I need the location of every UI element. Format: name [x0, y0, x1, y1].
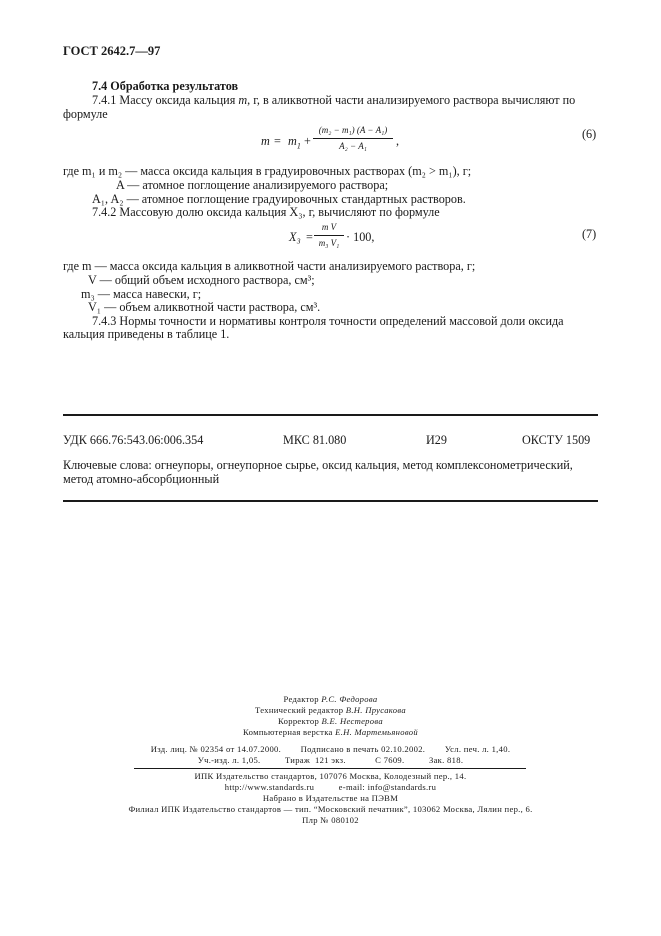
standard-id: ГОСТ 2642.7—97	[63, 44, 161, 58]
formula7-number: (7)	[582, 227, 597, 241]
formula6-fraction	[313, 124, 393, 153]
formula7-numerator: m V	[321, 222, 337, 232]
where6-line1: где m₁ и m₂ — масса оксида кальция в градуировочных растворах (m₂ > m₁), г;	[63, 164, 472, 178]
formula6-lhs: m	[261, 134, 270, 148]
category-code: И29	[426, 433, 447, 447]
imprint-typeset: Набрано в Издательстве на ПЭВМ	[262, 793, 399, 803]
imprint-branch: Филиал ИПК Издательство стандартов — тип. “Московский печатник”, 103062 Москва, Лялин пер., 6.	[128, 804, 533, 814]
imprint-row2: Уч.-изд. л. 1,05. Тираж 121 экз. С 7609. Зак. 818.	[197, 755, 464, 765]
formula7-denominator: m₃ V₁	[318, 238, 340, 248]
formula6-eq: =	[274, 134, 281, 148]
imprint-layout: Компьютерная верстка Е.Н. Мартемьяновой	[243, 727, 418, 737]
formula6-tail: ,	[396, 134, 400, 148]
paragraph-7-4-2: 7.4.2 Массовую долю оксида кальция X₃, г, вычисляют по формуле	[92, 205, 440, 219]
where6-line3: A₁, A₂ — атомное поглощение градуировочных стандартных растворов.	[92, 192, 466, 206]
imprint-plr: Плр № 080102	[302, 815, 359, 825]
udk-code: УДК 666.76:543.06:006.354	[63, 433, 204, 447]
formula6-denominator: A₂ − A₁	[339, 141, 367, 151]
bottom-divider	[63, 500, 598, 502]
where7-line1: где m — масса оксида кальция в аликвотной части анализируемого раствора, г;	[63, 259, 476, 273]
imprint-tech-editor: Технический редактор В.Н. Прусакова	[255, 705, 406, 715]
imprint-publisher: ИПК Издательство стандартов, 107076 Москва, Колодезный пер., 14.	[194, 771, 467, 781]
imprint-divider	[134, 768, 526, 769]
p741-line2: формуле	[63, 107, 108, 121]
imprint-web: http://www.standards.ru e-mail: info@standards.ru	[224, 782, 437, 792]
formula7-lhs: X₃	[289, 230, 301, 244]
imprint-corrector: Корректор В.Е. Нестерова	[278, 716, 383, 726]
formula7-eq: =	[306, 230, 313, 244]
imprint-row1: Изд. лиц. № 02354 от 14.07.2000. Подписано в печать 02.10.2002. Усл. печ. л. 1,40.	[150, 744, 511, 754]
paragraph-7-4-1	[92, 92, 575, 108]
p741-var: m	[238, 93, 248, 107]
formula6-m1: $m_1$	[288, 134, 301, 151]
oksty-code: ОКСТУ 1509	[522, 433, 591, 447]
formula6-number: (6)	[582, 127, 597, 141]
p741-text: 7.4.1 Массу оксида кальция	[92, 93, 236, 107]
where6-line2: A — атомное поглощение анализируемого раствора;	[116, 178, 389, 192]
p741-text-rest: , г, в аликвотной части анализируемого раствора вычисляют по	[247, 93, 576, 107]
paragraph-7-4-3: 7.4.3 Нормы точности и нормативы контроля точности определений массовой доли оксида	[92, 314, 564, 328]
mks-code: МКС 81.080	[283, 433, 347, 447]
formula6-numerator: (m₂ − m₁) (A − A₁)	[318, 125, 388, 135]
where7-line4: V₁ — объем аликвотной части раствора, см³.	[88, 300, 321, 314]
p743-line2: кальция приведены в таблице 1.	[63, 327, 230, 341]
imprint-editor: Редактор Р.С. Федорова	[283, 694, 378, 704]
formula6-plus: +	[304, 134, 311, 148]
keywords-line2: метод атомно-абсорбционный	[63, 472, 220, 486]
formula7-fraction	[314, 221, 344, 250]
formula7-tail: · 100,	[346, 230, 375, 244]
section-heading: 7.4 Обработка результатов	[92, 79, 239, 93]
where7-line3: m₃ — масса навески, г;	[81, 287, 202, 301]
keywords-line1: Ключевые слова: огнеупоры, огнеупорное сырье, оксид кальция, метод комплексонометрический,	[63, 458, 573, 472]
where7-line2: V — общий объем исходного раствора, см³;	[88, 273, 315, 287]
top-divider	[63, 414, 598, 416]
